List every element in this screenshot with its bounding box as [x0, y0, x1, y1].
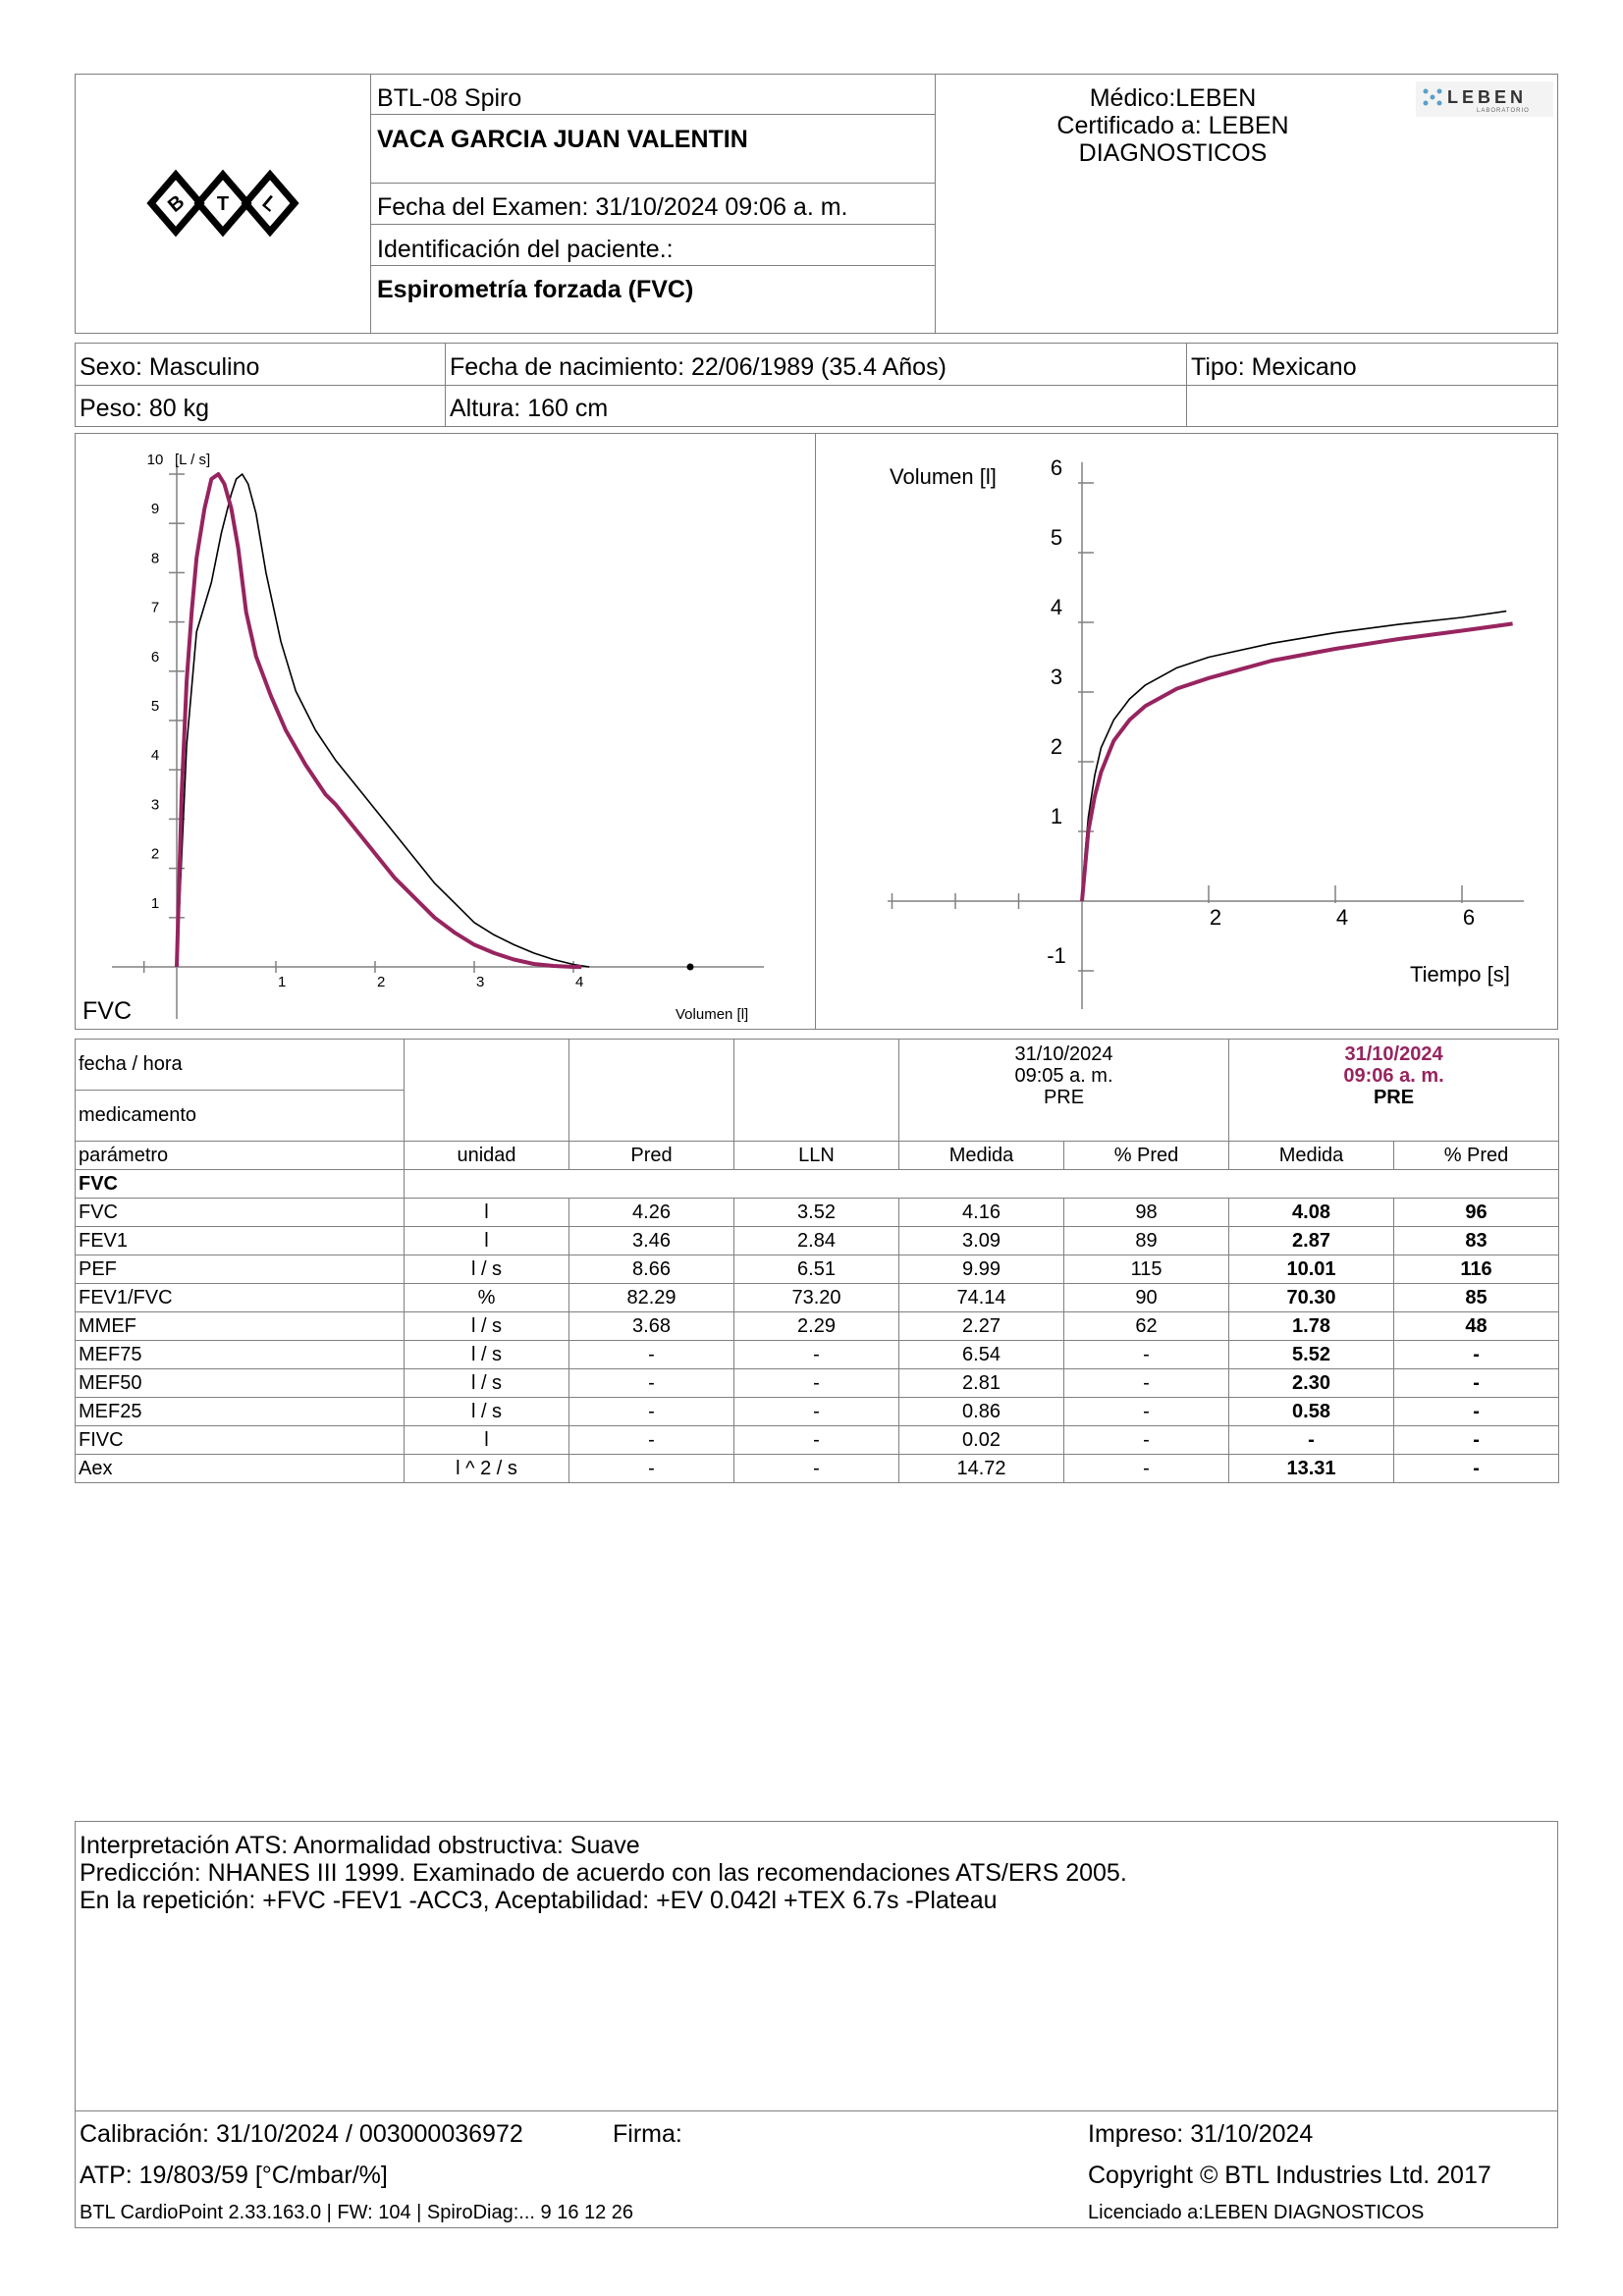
table-cell: 3.52 — [734, 1199, 899, 1227]
certified-line2: DIAGNOSTICOS — [1078, 139, 1268, 167]
volume-time-y-tick-label: 4 — [1050, 595, 1063, 619]
table-cell: PEF — [76, 1255, 405, 1284]
atp-text: ATP: 19/803/59 [°C/mbar/%] — [80, 2162, 388, 2189]
btl-logo-b: B — [164, 190, 189, 217]
test1-header — [899, 1040, 1229, 1142]
volume-time-y-tick-label: 3 — [1050, 665, 1063, 689]
flow-volume-title: FVC — [82, 997, 132, 1025]
table-cell: 2.29 — [734, 1312, 899, 1341]
flow-volume-x-tick-label: 2 — [377, 974, 386, 990]
flow-volume-x-tick-label: 3 — [476, 974, 485, 990]
volume-time-series-2 — [1082, 623, 1513, 901]
table-cell: - — [569, 1455, 734, 1483]
table-cell: 2.27 — [899, 1312, 1064, 1341]
table-cell: 82.29 — [569, 1284, 734, 1312]
table-cell: - — [1394, 1426, 1559, 1455]
table-cell: FEV1/FVC — [76, 1284, 405, 1312]
table-cell: - — [1394, 1455, 1559, 1483]
table-row — [76, 1426, 1559, 1455]
column-header: parámetro — [76, 1142, 405, 1170]
results-table — [75, 1039, 1559, 1483]
column-header: % Pred — [1064, 1142, 1229, 1170]
btl-logo — [145, 165, 300, 241]
volume-time-x-tick-label: 6 — [1462, 905, 1476, 930]
table-row — [76, 1312, 1559, 1341]
table-cell: 116 — [1394, 1255, 1559, 1284]
column-header: Medida — [1229, 1142, 1394, 1170]
flow-volume-x-tick-label: 4 — [575, 974, 584, 990]
table-cell: MEF25 — [76, 1398, 405, 1426]
table-cell: 90 — [1064, 1284, 1229, 1312]
software-version: BTL CardioPoint 2.33.163.0 | FW: 104 | SpiroDiag:... 9 16 12 26 — [80, 2202, 634, 2223]
table-cell: 6.54 — [899, 1341, 1064, 1369]
table-cell: - — [1394, 1398, 1559, 1426]
table-cell: 0.86 — [899, 1398, 1064, 1426]
flow-volume-y-tick-label: 1 — [150, 894, 160, 912]
table-cell: 3.68 — [569, 1312, 734, 1341]
table-cell: FEV1 — [76, 1227, 405, 1255]
table-cell: 8.66 — [569, 1255, 734, 1284]
table-cell: 4.08 — [1229, 1199, 1394, 1227]
interpretation-line3: En la repetición: +FVC -FEV1 -ACC3, Aceptabilidad: +EV 0.042l +TEX 6.7s -Plateau — [80, 1887, 998, 1914]
table-cell: 74.14 — [899, 1284, 1064, 1312]
table-cell: Aex — [76, 1455, 405, 1483]
table-cell: - — [734, 1398, 899, 1426]
table-cell: 70.30 — [1229, 1284, 1394, 1312]
flow-volume-x-tick-label: 1 — [278, 974, 287, 990]
patient-height: Altura: 160 cm — [450, 395, 609, 422]
table-cell: 96 — [1394, 1199, 1559, 1227]
calibration-text: Calibración: 31/10/2024 / 003000036972 — [80, 2120, 523, 2148]
flow-volume-chart — [77, 435, 813, 1028]
table-cell: 9.99 — [899, 1255, 1064, 1284]
test2-label: PRE — [1373, 1087, 1415, 1108]
table-cell: MMEF — [76, 1312, 405, 1341]
copyright-text: Copyright © BTL Industries Ltd. 2017 — [1088, 2162, 1491, 2189]
table-cell: 4.26 — [569, 1199, 734, 1227]
volume-time-y-tick-label: 1 — [1050, 804, 1063, 828]
patient-name: VACA GARCIA JUAN VALENTIN — [377, 126, 748, 153]
table-cell: l ^ 2 / s — [405, 1455, 569, 1483]
test-type: Espirometría forzada (FVC) — [377, 276, 694, 303]
table-cell: 62 — [1064, 1312, 1229, 1341]
test1-date: 31/10/2024 — [1014, 1043, 1113, 1065]
doctor-name: Médico:LEBEN — [1089, 84, 1257, 112]
table-cell: 1.78 — [1229, 1312, 1394, 1341]
licensed-to: Licenciado a:LEBEN DIAGNOSTICOS — [1088, 2202, 1425, 2223]
table-row — [76, 1199, 1559, 1227]
table-cell: 13.31 — [1229, 1455, 1394, 1483]
table-cell: 3.46 — [569, 1227, 734, 1255]
exam-date: Fecha del Examen: 31/10/2024 09:06 a. m. — [377, 193, 848, 221]
column-header: Medida — [899, 1142, 1064, 1170]
leben-logo-text: LEBEN — [1447, 87, 1528, 107]
table-cell: l / s — [405, 1312, 569, 1341]
table-row — [76, 1398, 1559, 1426]
volume-time-y-tick-label: 5 — [1050, 525, 1063, 550]
btl-logo-l: L — [257, 191, 282, 217]
table-cell: 4.16 — [899, 1199, 1064, 1227]
volume-time-x-tick-label: 2 — [1209, 905, 1222, 930]
column-header: % Pred — [1394, 1142, 1559, 1170]
column-header: LLN — [734, 1142, 899, 1170]
table-cell: - — [569, 1369, 734, 1398]
table-cell: - — [734, 1426, 899, 1455]
certified-line1: Certificado a: LEBEN — [1056, 112, 1289, 139]
table-cell: MEF50 — [76, 1369, 405, 1398]
table-cell: - — [734, 1369, 899, 1398]
table-cell: 115 — [1064, 1255, 1229, 1284]
table-cell: MEF75 — [76, 1341, 405, 1369]
table-cell: l / s — [405, 1341, 569, 1369]
table-cell: 2.84 — [734, 1227, 899, 1255]
interpretation-line2: Predicción: NHANES III 1999. Examinado de acuerdo con las recomendaciones ATS/ERS 2005. — [80, 1859, 1127, 1887]
flow-volume-y-tick-label: 10 — [146, 452, 164, 468]
patient-sex: Sexo: Masculino — [80, 353, 260, 381]
table-cell: - — [1064, 1398, 1229, 1426]
table-cell: 10.01 — [1229, 1255, 1394, 1284]
table-cell: - — [1064, 1455, 1229, 1483]
table-cell: l / s — [405, 1398, 569, 1426]
patient-birth: Fecha de nacimiento: 22/06/1989 (35.4 Años) — [450, 353, 947, 381]
test2-header — [1229, 1040, 1559, 1142]
test1-time: 09:05 a. m. — [1014, 1065, 1113, 1087]
table-cell: - — [569, 1398, 734, 1426]
table-cell: 6.51 — [734, 1255, 899, 1284]
flow-volume-y-tick-label: 2 — [150, 845, 160, 863]
table-cell: - — [734, 1455, 899, 1483]
table-cell: - — [569, 1426, 734, 1455]
table-cell: - — [1229, 1426, 1394, 1455]
table-cell: l / s — [405, 1369, 569, 1398]
patient-type: Tipo: Mexicano — [1191, 353, 1357, 381]
table-cell: - — [569, 1341, 734, 1369]
column-header: unidad — [405, 1142, 569, 1170]
table-cell: 48 — [1394, 1312, 1559, 1341]
signature-label: Firma: — [613, 2120, 682, 2148]
table-cell: l — [405, 1227, 569, 1255]
printed-date: Impreso: 31/10/2024 — [1088, 2120, 1314, 2148]
table-header-row — [76, 1142, 1559, 1170]
interpretation-line1: Interpretación ATS: Anormalidad obstructiva: Suave — [80, 1832, 640, 1859]
volume-time-xlabel: Tiempo [s] — [1410, 962, 1510, 987]
flow-volume-series-2 — [177, 474, 581, 967]
table-row — [76, 1227, 1559, 1255]
table-cell: - — [1394, 1341, 1559, 1369]
table-cell: - — [734, 1341, 899, 1369]
table-cell: - — [1064, 1426, 1229, 1455]
table-cell: % — [405, 1284, 569, 1312]
volume-time-y-tick-label: -1 — [1047, 943, 1066, 968]
table-cell: l — [405, 1199, 569, 1227]
table-cell: 2.81 — [899, 1369, 1064, 1398]
table-row — [76, 1455, 1559, 1483]
flow-volume-y-tick-label: 7 — [150, 599, 160, 616]
table-cell: l / s — [405, 1255, 569, 1284]
device-name: BTL-08 Spiro — [377, 84, 522, 112]
flow-volume-xlabel: Volumen [l] — [676, 1006, 749, 1023]
table-cell: - — [1394, 1369, 1559, 1398]
flow-volume-y-tick-label: 8 — [150, 550, 160, 567]
leben-logo — [1416, 81, 1553, 117]
fecha-hora-label: fecha / hora — [76, 1040, 405, 1091]
table-row — [76, 1341, 1559, 1369]
flow-volume-y-tick-label: 4 — [150, 747, 160, 765]
table-cell: 83 — [1394, 1227, 1559, 1255]
volume-time-y-tick-label: 6 — [1050, 455, 1063, 480]
table-cell: 98 — [1064, 1199, 1229, 1227]
flow-volume-y-tick-label: 3 — [150, 796, 160, 814]
flow-volume-y-tick-label: 5 — [150, 698, 160, 715]
volume-time-chart — [817, 435, 1556, 1028]
patient-weight: Peso: 80 kg — [80, 395, 210, 422]
flow-volume-y-tick-label: 6 — [150, 648, 160, 666]
table-cell: 2.87 — [1229, 1227, 1394, 1255]
table-cell: 3.09 — [899, 1227, 1064, 1255]
test2-date: 31/10/2024 — [1344, 1043, 1443, 1065]
section-label: FVC — [76, 1170, 405, 1199]
table-cell: 2.30 — [1229, 1369, 1394, 1398]
table-cell: 14.72 — [899, 1455, 1064, 1483]
volume-time-ylabel: Volumen [l] — [890, 464, 997, 489]
table-cell: FIVC — [76, 1426, 405, 1455]
table-row — [76, 1369, 1559, 1398]
table-cell: 0.02 — [899, 1426, 1064, 1455]
volume-time-x-tick-label: 4 — [1335, 905, 1349, 930]
table-cell: - — [1064, 1369, 1229, 1398]
table-cell: - — [1064, 1341, 1229, 1369]
flow-volume-ylabel: [L / s] — [175, 452, 211, 468]
flow-volume-end-marker — [687, 964, 694, 971]
leben-logo-sub: LABORATORIO — [1477, 108, 1530, 114]
table-cell: 5.52 — [1229, 1341, 1394, 1369]
table-row — [76, 1284, 1559, 1312]
patient-id: Identificación del paciente.: — [377, 236, 674, 263]
flow-volume-y-tick-label: 9 — [150, 501, 160, 518]
table-cell: 89 — [1064, 1227, 1229, 1255]
table-cell: 73.20 — [734, 1284, 899, 1312]
test1-label: PRE — [1043, 1087, 1085, 1108]
medicamento-label: medicamento — [76, 1091, 405, 1142]
table-row — [76, 1255, 1559, 1284]
table-cell: 85 — [1394, 1284, 1559, 1312]
volume-time-y-tick-label: 2 — [1050, 734, 1063, 759]
table-cell: FVC — [76, 1199, 405, 1227]
table-cell: l — [405, 1426, 569, 1455]
test2-time: 09:06 a. m. — [1343, 1065, 1444, 1087]
btl-logo-t: T — [216, 193, 230, 215]
table-cell: 0.58 — [1229, 1398, 1394, 1426]
column-header: Pred — [569, 1142, 734, 1170]
